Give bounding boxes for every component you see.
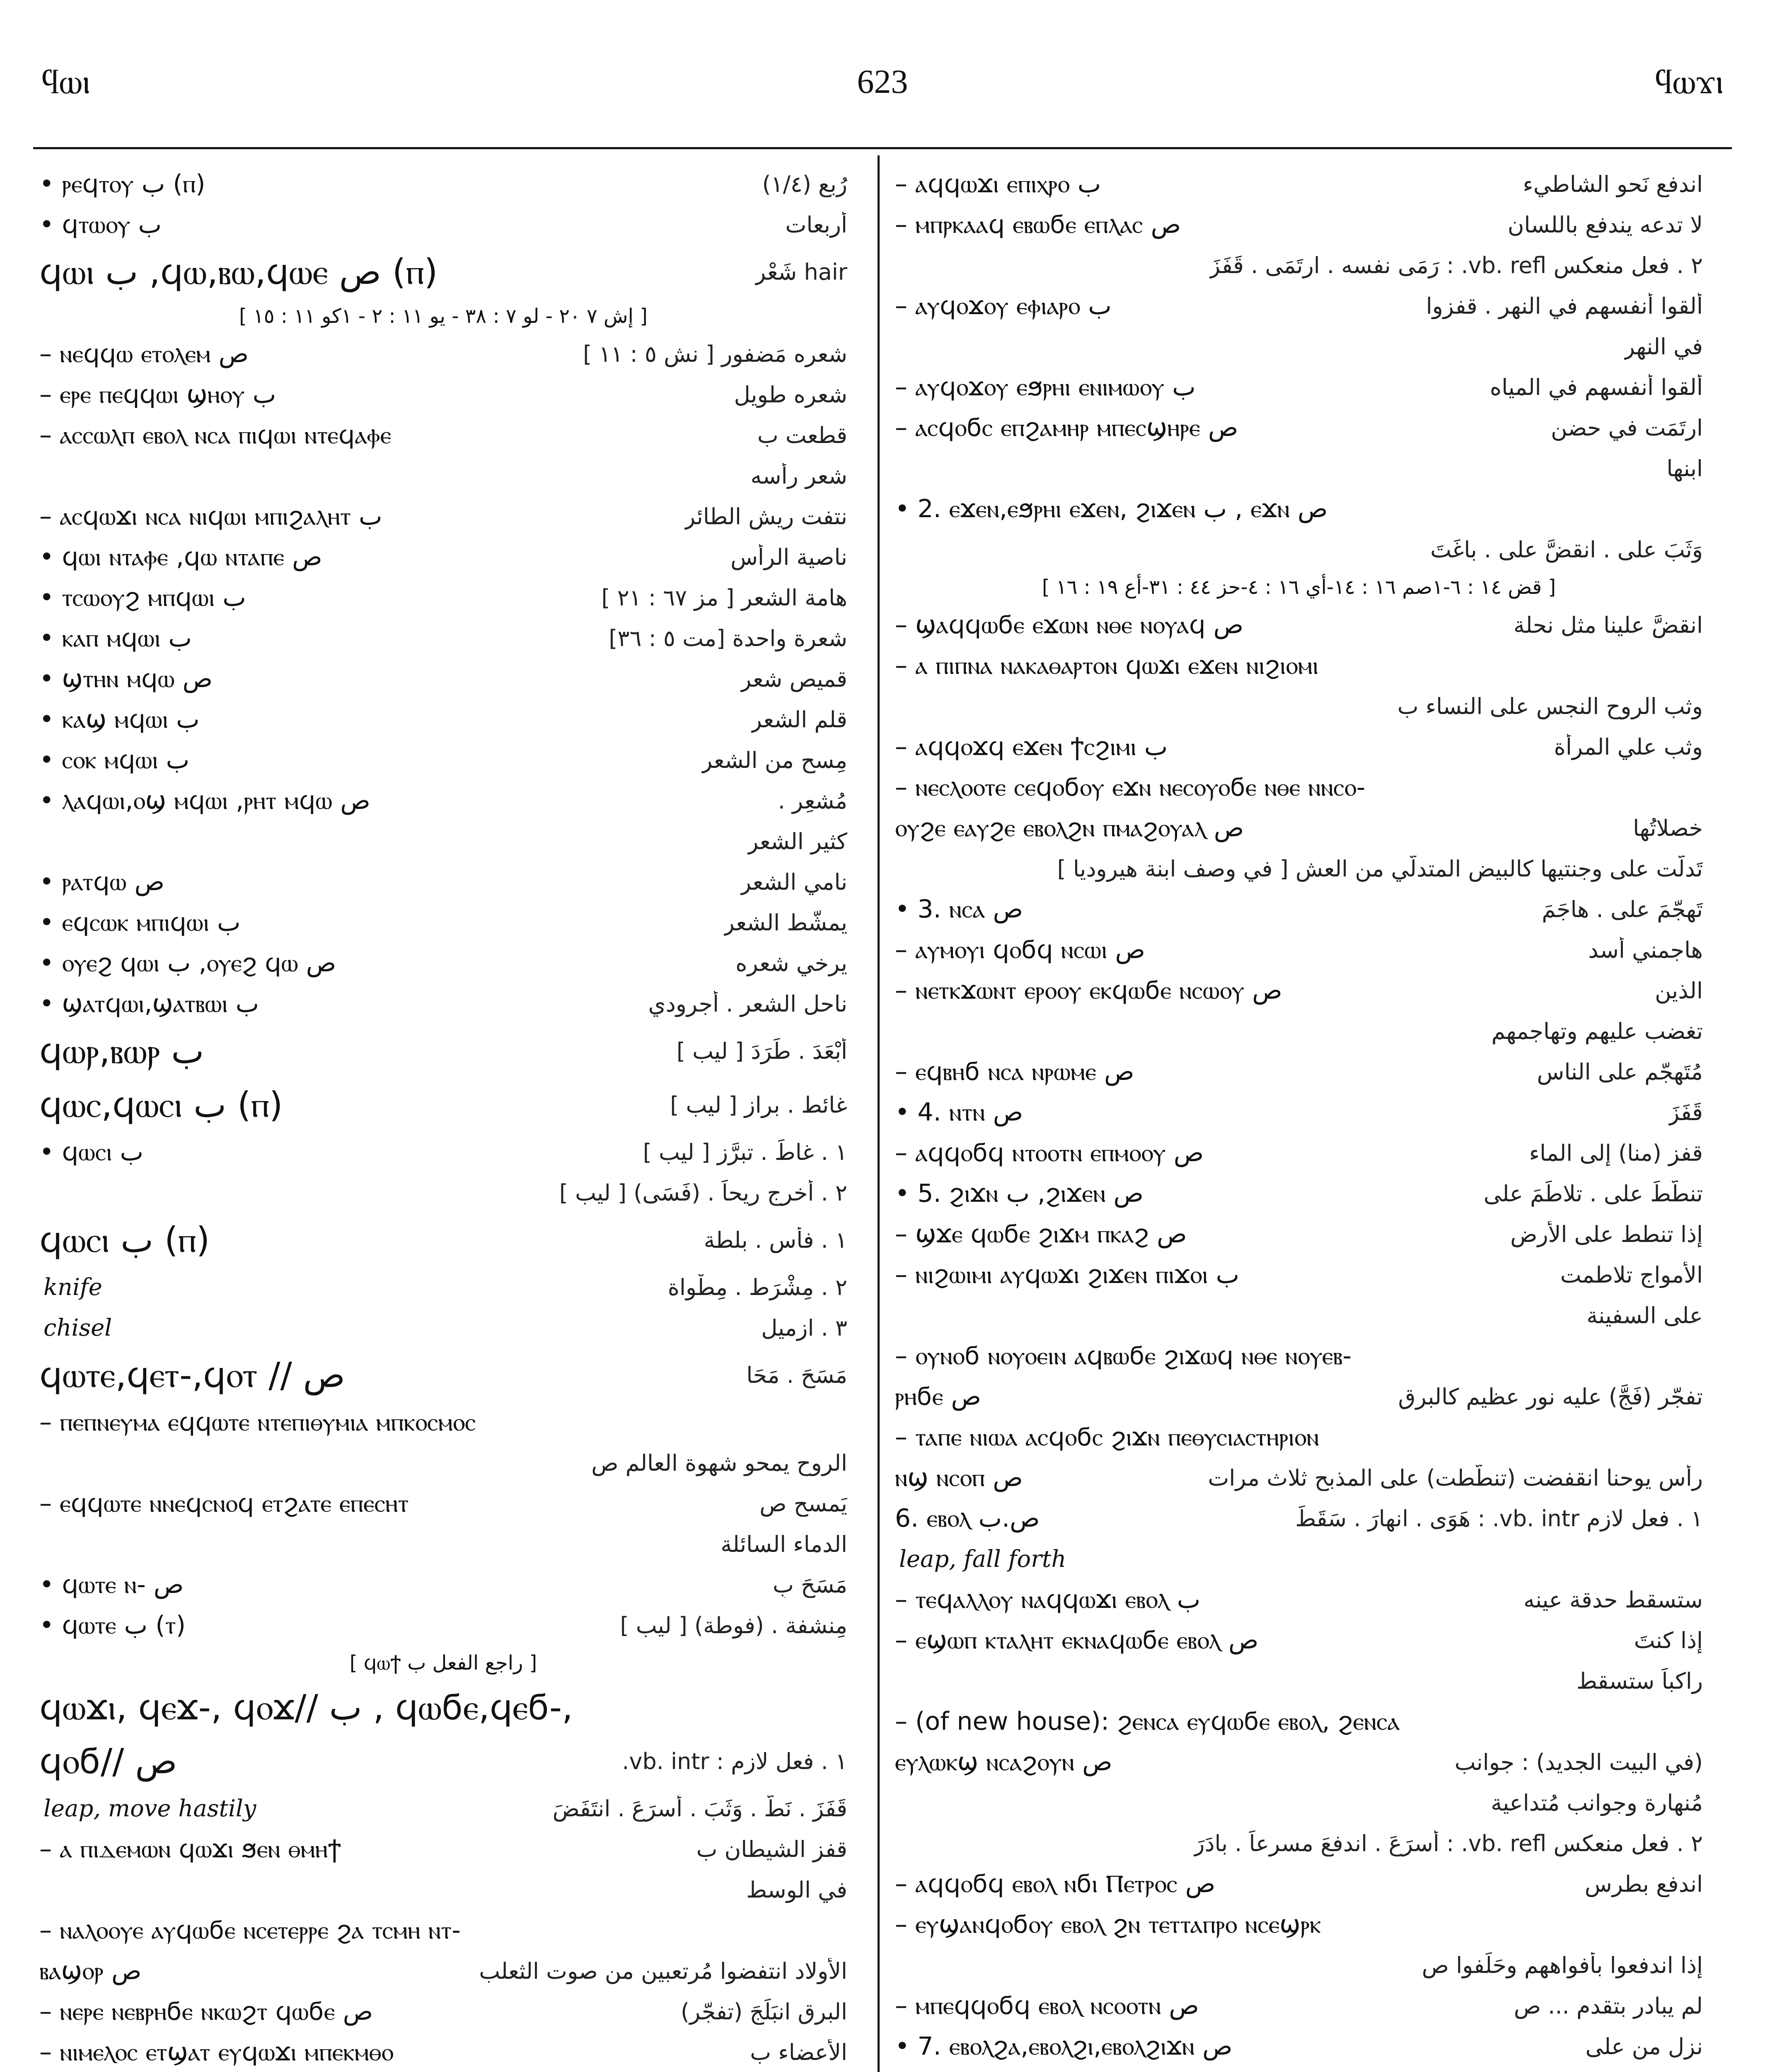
arabic-gloss: اندفع بطرس bbox=[1584, 1871, 1703, 1897]
arabic-gloss: اندفع نَحو الشاطيء bbox=[1523, 171, 1703, 197]
dictionary-entry bbox=[895, 1782, 1703, 1823]
arabic-gloss: قطعت ب bbox=[757, 422, 847, 448]
arabic-continuation: ٢ . فعل منعكس vb. refl. : رَمَى نفسه . ارتَمَى . قَفَزَ bbox=[1209, 252, 1703, 278]
dictionary-entry bbox=[895, 1701, 1703, 1742]
coptic-text: – ⲁϥϥⲟϭϥ ⲉⲃⲟⲗ ⲛϭⲓ Ⲡⲉⲧⲣⲟⲥ ص bbox=[895, 1869, 1216, 1898]
arabic-gloss: مُتَهجّم على الناس bbox=[1537, 1058, 1703, 1085]
dictionary-entry bbox=[39, 1734, 847, 1788]
arabic-gloss: مُشعِر . bbox=[778, 787, 847, 814]
coptic-text: – ⲡⲉⲡⲛⲉⲩⲙⲁ ⲉϥϥⲱⲧⲉ ⲛⲧⲉⲡⲓⲑⲩⲙⲓⲁ ⲙⲡⲕⲟⲥⲙⲟⲥ bbox=[39, 1408, 476, 1437]
dictionary-entry bbox=[895, 1864, 1703, 1904]
headword: ϥⲱⲣ,ⲃⲱⲣ ب bbox=[39, 1030, 204, 1071]
running-head-left: ϥⲱⲓ bbox=[41, 62, 91, 102]
dictionary-entry bbox=[39, 455, 847, 496]
dictionary-entry bbox=[895, 1904, 1703, 1945]
arabic-gloss: ناحل الشعر . أجرودي bbox=[648, 990, 847, 1017]
coptic-text: – ⲉϣⲱⲡ ⲕⲧⲁⲗⲏⲧ ⲉⲕⲛⲁϥⲱϭⲉ ⲉⲃⲟⲗ ص bbox=[895, 1626, 1259, 1655]
arabic-gloss: خصلاتُها bbox=[1633, 815, 1703, 841]
scripture-reference: [ إش ٧ ٢٠ - لو ٧ : ٣٨ - يو ١١ : ٢ - ١كو ١١ : ١٥ ] bbox=[239, 305, 648, 328]
dictionary-entry bbox=[895, 570, 1703, 605]
coptic-text: • ϥⲱⲓ ⲛⲧⲁⲫⲉ ,ϥⲱ ⲛⲧⲁⲡⲉ ص bbox=[39, 542, 322, 571]
arabic-gloss: شعره مَضفور [ نش ٥ : ١١ ] bbox=[583, 341, 847, 367]
arabic-gloss: تفجّر (فَجَّ) عليه نور عظيم كالبرق bbox=[1398, 1383, 1703, 1410]
dictionary-entry bbox=[895, 1498, 1703, 1539]
dictionary-entry bbox=[39, 1788, 847, 1829]
dictionary-entry bbox=[895, 2026, 1703, 2067]
arabic-gloss: قَفَزَ . نَطَّ . وَثَبَ . أسرَعَ . انتَفَضَ bbox=[552, 1795, 847, 1822]
arabic-gloss: ١ . فأس . بلطة bbox=[704, 1227, 847, 1253]
coptic-text: • 3. ⲛⲥⲁ ص bbox=[895, 895, 1023, 924]
headword: ϥⲱⲥⲓ ب (ⲡ) bbox=[39, 1219, 210, 1260]
dictionary-entry bbox=[39, 618, 847, 658]
coptic-text: – ⲛⲉϥϥⲱ ⲉⲧⲟⲗⲉⲙ ص bbox=[39, 339, 249, 368]
dictionary-entry bbox=[39, 204, 847, 245]
dictionary-entry bbox=[39, 1024, 847, 1078]
dictionary-entry bbox=[39, 862, 847, 902]
arabic-continuation: مُنهارة وجوانب مُتداعية bbox=[1491, 1789, 1703, 1816]
coptic-text: – ⲉⲩϣⲁⲛϥⲟϭⲟⲩ ⲉⲃⲟⲗ ϩⲛ ⲧⲉⲧⲧⲁⲡⲣⲟ ⲛⲥⲉϣⲣⲕ bbox=[895, 1910, 1321, 1939]
dictionary-entry bbox=[39, 1829, 847, 1869]
arabic-gloss: الذين bbox=[1655, 977, 1703, 1004]
arabic-gloss: تنطَّطَ على . تلاطَمَ على bbox=[1483, 1180, 1703, 1207]
arabic-gloss: قلم الشعر bbox=[751, 706, 847, 733]
running-head-right: ϥⲱϫⲓ bbox=[1655, 62, 1724, 102]
arabic-gloss: أبْعَدَ . طَرَدَ [ ليب ] bbox=[676, 1038, 847, 1064]
coptic-text: • ϥⲱⲧⲉ ⲛ- ص bbox=[39, 1570, 184, 1599]
dictionary-entry bbox=[895, 726, 1703, 767]
arabic-gloss: ستسقط حدقة عينه bbox=[1523, 1586, 1703, 1613]
arabic-gloss: انقضَّ علينا مثل نحلة bbox=[1514, 612, 1703, 638]
coptic-text: – ⲁ ⲡⲓⲡⲛⲁ ⲛⲁⲕⲁⲑⲁⲣⲧⲟⲛ ϥⲱϫⲓ ⲉϫⲉⲛ ⲛⲓϩⲓⲟⲙⲓ bbox=[895, 651, 1319, 680]
dictionary-entry bbox=[39, 1869, 847, 1910]
arabic-gloss: قفز (منا) إلى الماء bbox=[1529, 1140, 1703, 1166]
dictionary-entry bbox=[895, 1214, 1703, 1254]
coptic-text: – ⲁ ⲡⲓⲇⲉⲙⲱⲛ ϥⲱϫⲓ ϧⲉⲛ ⲑⲙⲏϯ bbox=[39, 1835, 341, 1864]
coptic-text: ⲛϣ ⲛⲥⲟⲡ ص bbox=[895, 1463, 1023, 1492]
coptic-text: • ϣⲁⲧϥⲱⲓ,ϣⲁⲧⲃⲱⲓ ب bbox=[39, 989, 259, 1018]
english-gloss: leap, fall forth bbox=[899, 1545, 1066, 1573]
headword: ϥⲱϫⲓ, ϥⲉϫ-, ϥⲟϫ// ب , ϥⲱϭⲉ,ϥⲉϭ-, bbox=[39, 1687, 573, 1728]
coptic-text: – ⲁⲥϥⲟϭⲥ ⲉⲡϩⲁⲙⲏⲣ ⲙⲡⲉⲥϣⲏⲣⲉ ص bbox=[895, 413, 1238, 442]
dictionary-entry bbox=[895, 1336, 1703, 1376]
coptic-text: • ϥⲱⲧⲉ ب (ⲧ) bbox=[39, 1611, 186, 1640]
arabic-gloss: إذا كنتَ bbox=[1634, 1627, 1703, 1653]
dictionary-entry bbox=[39, 1213, 847, 1267]
coptic-text: • ⲗⲁϥⲱⲓ,ⲟϣ ⲙϥⲱⲓ ,ⲣⲏⲧ ⲙϥⲱ ص bbox=[39, 786, 370, 815]
coptic-text: • ϥⲱⲥⲓ ب bbox=[39, 1138, 143, 1167]
dictionary-entry bbox=[39, 164, 847, 204]
dictionary-entry bbox=[39, 334, 847, 374]
dictionary-entry bbox=[895, 367, 1703, 407]
arabic-continuation: تغضب عليهم وتهاجمهم bbox=[1491, 1018, 1703, 1044]
headword: ϥⲟϭ// ص bbox=[39, 1740, 177, 1782]
dictionary-entry bbox=[895, 686, 1703, 726]
arabic-gloss: ٢ . مِشْرَط . مِطْواة bbox=[667, 1274, 847, 1300]
dictionary-entry bbox=[895, 1417, 1703, 1457]
dictionary-entry bbox=[39, 1524, 847, 1564]
dictionary-entry bbox=[39, 496, 847, 537]
dictionary-entry bbox=[895, 1051, 1703, 1092]
dictionary-entry bbox=[39, 780, 847, 821]
coptic-text: – ⲁⲩϥⲟϫⲟⲩ ⲉϧⲣⲏⲓ ⲉⲛⲓⲙⲱⲟⲩ ب bbox=[895, 373, 1196, 402]
column-divider bbox=[878, 155, 880, 2072]
dictionary-entry bbox=[895, 1173, 1703, 1214]
dictionary-entry bbox=[895, 929, 1703, 970]
coptic-text: • ϣⲧⲏⲛ ⲙϥⲱ ص bbox=[39, 664, 213, 693]
dictionary-entry bbox=[39, 245, 847, 299]
dictionary-entry bbox=[895, 1092, 1703, 1133]
arabic-gloss: يمشّط الشعر bbox=[723, 909, 847, 936]
dictionary-entry bbox=[895, 1539, 1703, 1579]
coptic-text: • ⲕⲁⲡ ⲙϥⲱⲓ ب bbox=[39, 624, 192, 653]
dictionary-entry bbox=[39, 740, 847, 780]
coptic-text: – ⲁⲩϥⲟϫⲟⲩ ⲉⲫⲓⲁⲣⲟ ب bbox=[895, 291, 1112, 320]
header-rule bbox=[33, 147, 1732, 149]
dictionary-entry bbox=[895, 605, 1703, 645]
dictionary-entry bbox=[895, 286, 1703, 326]
dictionary-entry bbox=[39, 1951, 847, 1991]
dictionary-entry bbox=[39, 1307, 847, 1348]
arabic-gloss: ارتَمَت في حضن bbox=[1551, 414, 1703, 441]
arabic-gloss: مِسح من الشعر bbox=[701, 747, 847, 773]
coptic-text: • ϥⲧⲱⲟⲩ ب bbox=[39, 210, 162, 239]
dictionary-entry bbox=[39, 1910, 847, 1951]
arabic-gloss: الأمواج تلاطمت bbox=[1560, 1261, 1703, 1288]
dictionary-entry bbox=[895, 1945, 1703, 1985]
headword: ϥⲱⲧⲉ,ϥⲉⲧ-,ϥⲟⲧ // ص bbox=[39, 1354, 346, 1395]
coptic-text: – ⲁϥϥⲱϫⲓ ⲉⲡⲓⲭⲣⲟ ب bbox=[895, 169, 1101, 198]
dictionary-entry bbox=[39, 1680, 847, 1734]
dictionary-entry bbox=[39, 1172, 847, 1213]
dictionary-entry bbox=[39, 699, 847, 740]
arabic-gloss: هاجمني أسد bbox=[1588, 937, 1703, 963]
arabic-gloss: شعرة واحدة [مت ٥ : ٣٦] bbox=[609, 625, 847, 651]
dictionary-entry bbox=[39, 1348, 847, 1402]
coptic-text: • 5. ϩⲓϫⲛ ب ,ϩⲓϫⲉⲛ ص bbox=[895, 1179, 1144, 1208]
dictionary-entry bbox=[39, 1483, 847, 1524]
coptic-text: – ⲁϥϥⲟϫϥ ⲉϫⲉⲛ ϯⲥϩⲓⲙⲓ ب bbox=[895, 732, 1168, 761]
right-column bbox=[895, 164, 1703, 2072]
dictionary-entry bbox=[895, 1661, 1703, 1701]
arabic-gloss: ٣ . ازميل bbox=[761, 1314, 847, 1341]
dictionary-entry bbox=[39, 1267, 847, 1307]
coptic-text: – (of new house): ϩⲉⲛⲥⲁ ⲉⲩϥⲱϭⲉ ⲉⲃⲟⲗ, ϩⲉⲛⲥⲁ bbox=[895, 1707, 1400, 1736]
dictionary-entry bbox=[39, 537, 847, 577]
arabic-gloss: ألقوا أنفسهم في المياه bbox=[1489, 374, 1703, 400]
coptic-text: • 2. ⲉϫⲉⲛ,ⲉϧⲣⲏⲓ ⲉϫⲉⲛ, ϩⲓϫⲉⲛ ب , ⲉϫⲛ ص bbox=[895, 494, 1328, 523]
dictionary-entry bbox=[895, 326, 1703, 367]
dictionary-entry bbox=[895, 245, 1703, 286]
coptic-text: – ⲛⲁⲗⲟⲟⲩⲉ ⲁⲩϥⲱϭⲉ ⲛⲥⲉⲧⲉⲣⲣⲉ ϩⲁ ⲧⲥⲙⲏ ⲛⲧ- bbox=[39, 1916, 461, 1945]
arabic-gloss: قميص شعر bbox=[740, 666, 847, 692]
coptic-text: ⲟⲩϩⲉ ⲉⲁⲩϩⲉ ⲉⲃⲟⲗϩⲛ ⲡⲙⲁϩⲟⲩⲁⲗ ص bbox=[895, 813, 1244, 842]
arabic-gloss: لا تدعه يندفع باللسان bbox=[1507, 211, 1703, 238]
page-number: 623 bbox=[857, 63, 908, 100]
left-column bbox=[39, 164, 847, 2072]
coptic-text: • 4. ⲛⲧⲛ ص bbox=[895, 1098, 1023, 1127]
arabic-continuation: الروح يمحو شهوة العالم ص bbox=[591, 1450, 847, 1476]
coptic-text: – ⲛⲓϩⲱⲓⲙⲓ ⲁⲩϥⲱϫⲓ ϩⲓϫⲉⲛ ⲡⲓϫⲟⲓ ب bbox=[895, 1260, 1240, 1289]
arabic-gloss: لم يبادر بتقدم ... ص bbox=[1514, 1992, 1703, 2019]
arabic-gloss: قفز الشيطان ب bbox=[696, 1836, 847, 1862]
arabic-gloss: البرق انبَلَجَ (تفجّر) bbox=[681, 1998, 847, 2025]
arabic-gloss: مِنشفة . (فوطة) [ ليب ] bbox=[620, 1612, 847, 1639]
coptic-text: – ⲧⲁⲡⲉ ⲛⲓⲱⲁ ⲁⲥϥⲟϭⲥ ϩⲓϫⲛ ⲡⲉⲑⲩⲥⲓⲁⲥⲧⲏⲣⲓⲟⲛ bbox=[895, 1423, 1319, 1452]
arabic-gloss: ناصية الرأس bbox=[730, 544, 847, 570]
coptic-text: – ⲧⲉϥⲁⲗⲗⲟⲩ ⲛⲁϥϥⲱϫⲓ ⲉⲃⲟⲗ ب bbox=[895, 1585, 1201, 1614]
coptic-text: ⲉⲩⲗⲱⲕϣ ⲛⲥⲁϩⲟⲩⲛ ص bbox=[895, 1748, 1112, 1777]
coptic-text: • ⲥⲟⲕ ⲙϥⲱⲓ ب bbox=[39, 746, 190, 775]
english-gloss: chisel bbox=[44, 1314, 112, 1341]
arabic-gloss: نتفت ريش الطائر bbox=[684, 503, 847, 530]
coptic-text: • 7. ⲉⲃⲟⲗϩⲁ,ⲉⲃⲟⲗϩⲓ,ⲉⲃⲟⲗϩⲓϫⲛ ص bbox=[895, 2032, 1233, 2061]
dictionary-entry bbox=[895, 889, 1703, 929]
coptic-text: • ⲟⲩⲉϩ ϥⲱⲓ ب ,ⲟⲩⲉϩ ϥⲱ ص bbox=[39, 949, 336, 978]
dictionary-entry bbox=[39, 1132, 847, 1172]
coptic-text: – ⲟⲩⲛⲟϭ ⲛⲟⲩⲟⲉⲓⲛ ⲁϥⲃⲱϭⲉ ϩⲓϫⲱϥ ⲛⲑⲉ ⲛⲟⲩⲉⲃ- bbox=[895, 1341, 1352, 1370]
dictionary-entry bbox=[895, 1742, 1703, 1782]
coptic-text: – ⲛⲉⲣⲉ ⲛⲉⲃⲣⲏϭⲉ ⲛⲕⲱϩⲧ ϥⲱϭⲉ ص bbox=[39, 1997, 373, 2026]
scripture-reference: [ قض ١٤ : ٦-١صم ١٦ : ١٤-أي ١٦ : ٤-حز ٤٤ : ٣١-أع ١٩ : ١٦ ] bbox=[1042, 576, 1556, 599]
dictionary-entry bbox=[895, 489, 1703, 529]
scripture-reference: [ راجع الفعل ب ϥⲱϯ ] bbox=[349, 1651, 537, 1675]
coptic-text: ⲃⲁϣⲟⲣ ص bbox=[39, 1956, 142, 1985]
dictionary-entry bbox=[895, 1579, 1703, 1620]
dictionary-entry bbox=[895, 164, 1703, 204]
dictionary-entry bbox=[895, 1376, 1703, 1417]
coptic-text: • ⲣⲁⲧϥⲱ ص bbox=[39, 867, 164, 896]
arabic-continuation: الدماء السائلة bbox=[721, 1531, 847, 1557]
dictionary-entry bbox=[895, 645, 1703, 686]
coptic-text: • ⲉϥⲥⲱⲕ ⲙⲡⲓϥⲱⲓ ب bbox=[39, 908, 241, 937]
coptic-text: – ⲁⲥϥⲱϫⲓ ⲛⲥⲁ ⲛⲓϥⲱⲓ ⲙⲡⲓϩⲁⲗⲏⲧ ب bbox=[39, 502, 382, 531]
coptic-text: 6. ⲉⲃⲟⲗ ص.ب bbox=[895, 1504, 1040, 1533]
dictionary-entry bbox=[39, 821, 847, 862]
coptic-text: – ⲉϥϥⲱⲧⲉ ⲛⲛⲉϥⲥⲛⲟϥ ⲉⲧϩⲁⲧⲉ ⲉⲡⲉⲥⲏⲧ bbox=[39, 1489, 409, 1518]
arabic-continuation: على السفينة bbox=[1586, 1302, 1703, 1329]
arabic-gloss: قَفَزَ bbox=[1668, 1099, 1703, 1126]
english-gloss: leap, move hastily bbox=[44, 1795, 256, 1822]
dictionary-entry bbox=[895, 407, 1703, 448]
coptic-text: – ⲛⲉⲧⲕϫⲱⲛⲧ ⲉⲣⲟⲟⲩ ⲉⲕϥⲱϭⲉ ⲛⲥⲱⲟⲩ ص bbox=[895, 976, 1282, 1005]
dictionary-entry bbox=[39, 415, 847, 455]
arabic-gloss: مَسَحَ بِ bbox=[773, 1571, 847, 1598]
arabic-gloss: وثب علي المرأة bbox=[1554, 733, 1703, 760]
arabic-continuation: راكباً ستسقط bbox=[1576, 1668, 1703, 1694]
dictionary-entry bbox=[895, 1295, 1703, 1336]
dictionary-entry bbox=[895, 448, 1703, 489]
coptic-text: • ⲣⲉϥⲧⲟⲩ ب (ⲡ) bbox=[39, 169, 206, 198]
arabic-gloss: شعره طويل bbox=[734, 381, 847, 408]
dictionary-entry bbox=[895, 1011, 1703, 1051]
arabic-continuation: ابنها bbox=[1666, 455, 1703, 482]
dictionary-entry bbox=[39, 983, 847, 1024]
arabic-gloss: غائط . براز [ ليب ] bbox=[670, 1092, 847, 1118]
coptic-text: – ⲁⲩⲙⲟⲩⲓ ϥⲟϭϥ ⲛⲥⲱⲓ ص bbox=[895, 935, 1146, 964]
coptic-text: ⲣⲏϭⲉ ص bbox=[895, 1382, 982, 1411]
arabic-gloss: تَهجّمَ على . هاجَمَ bbox=[1542, 896, 1703, 922]
arabic-gloss: يرخي شعره bbox=[735, 950, 847, 976]
arabic-gloss: مَسَحَ . مَحَا bbox=[746, 1362, 847, 1388]
dictionary-entry bbox=[39, 943, 847, 983]
dictionary-entry bbox=[895, 529, 1703, 570]
arabic-continuation: كثير الشعر bbox=[747, 828, 847, 854]
coptic-text: – ⲉϥⲃⲏϭ ⲛⲥⲁ ⲛⲣⲱⲙⲉ ص bbox=[895, 1057, 1134, 1086]
dictionary-entry bbox=[895, 1133, 1703, 1173]
dictionary-entry bbox=[895, 1985, 1703, 2026]
arabic-gloss: هامة الشعر [ مز ٦٧ : ٢١ ] bbox=[601, 584, 847, 611]
dictionary-entry bbox=[895, 848, 1703, 889]
headword: ϥⲱⲓ ب ,ϥⲱ,ⲃⲱ,ϥⲱⲉ ص (ⲡ) bbox=[39, 251, 438, 292]
dictionary-entry bbox=[39, 1605, 847, 1646]
coptic-text: – ⲁⲥⲥⲱⲗⲡ ⲉⲃⲟⲗ ⲛⲥⲁ ⲡⲓϥⲱⲓ ⲛⲧⲉϥⲁⲫⲉ bbox=[39, 421, 392, 450]
arabic-gloss: hair شَعْر bbox=[755, 259, 847, 285]
arabic-gloss: ١ . غاطَ . تبرَّز [ ليب ] bbox=[643, 1139, 847, 1165]
dictionary-entry bbox=[895, 2067, 1703, 2072]
english-gloss: knife bbox=[44, 1273, 102, 1301]
dictionary-entry bbox=[39, 658, 847, 699]
coptic-text: – ⲁϥϥⲟϭϥ ⲛⲧⲟⲟⲧⲛ ⲉⲡⲙⲟⲟⲩ ص bbox=[895, 1138, 1204, 1167]
arabic-continuation: وَثَبَ على . انقضَّ على . باغَتَ bbox=[1430, 536, 1703, 563]
arabic-gloss: الأولاد انتفضوا مُرتعبين من صوت الثعلب bbox=[479, 1958, 847, 1984]
dictionary-entry bbox=[39, 1991, 847, 2032]
arabic-gloss: (في البيت الجديد) : جوانب bbox=[1454, 1749, 1703, 1775]
coptic-text: • ⲕⲁϣ ⲙϥⲱⲓ ب bbox=[39, 705, 200, 734]
dictionary-entry bbox=[39, 1564, 847, 1605]
dictionary-entry bbox=[895, 1620, 1703, 1661]
arabic-gloss: نامي الشعر bbox=[740, 869, 847, 895]
dictionary-entry bbox=[39, 577, 847, 618]
dictionary-entry bbox=[895, 204, 1703, 245]
dictionary-entry bbox=[39, 299, 847, 334]
arabic-continuation: في الوسط bbox=[746, 1876, 847, 1903]
coptic-text: – ⲛⲓⲙⲉⲗⲟⲥ ⲉⲧϣⲁⲧ ⲉⲩϥⲱϫⲓ ⲙⲡⲉⲕⲙⲑⲟ bbox=[39, 2038, 394, 2067]
arabic-gloss: ١ . فعل لازم : vb. intr. bbox=[622, 1748, 847, 1774]
coptic-text: – ϣϫⲉ ϥⲱϭⲉ ϩⲓϫⲙ ⲡⲕⲁϩ ص bbox=[895, 1220, 1187, 1249]
arabic-continuation: تَدلّت على وجنتيها كالبيض المتدلّي من العش [ في وصف ابنة هيروديا ] bbox=[1057, 855, 1703, 882]
coptic-text: – ⲉⲣⲉ ⲡⲉϥϥⲱⲓ ϣⲏⲟⲩ ب bbox=[39, 380, 276, 409]
dictionary-entry bbox=[895, 1254, 1703, 1295]
dictionary-entry bbox=[895, 767, 1703, 808]
arabic-gloss: الأعضاء ب bbox=[750, 2039, 847, 2065]
dictionary-entry bbox=[39, 1646, 847, 1680]
arabic-gloss: نزل من على bbox=[1585, 2033, 1703, 2060]
dictionary-entry bbox=[39, 1402, 847, 1443]
arabic-continuation: إذا اندفعوا بأفواههم وحَلَفوا ص bbox=[1422, 1952, 1703, 1978]
coptic-text: – ⲛⲉⲥⲗⲟⲟⲧⲉ ⲥⲉϥⲟϭⲟⲩ ⲉϫⲛ ⲛⲉⲥⲟⲩⲟϭⲉ ⲛⲑⲉ ⲛⲛⲥⲟ- bbox=[895, 773, 1366, 802]
arabic-continuation: وثب الروح النجس على النساء ب bbox=[1397, 693, 1703, 719]
dictionary-entry bbox=[39, 1078, 847, 1132]
dictionary-entry bbox=[895, 1823, 1703, 1864]
dictionary-entry bbox=[39, 902, 847, 943]
arabic-gloss: ١ . فعل لازم vb. intr. : هَوَى . انهارَ . سَقَطَ bbox=[1295, 1505, 1703, 1532]
arabic-gloss: إذا تنطط على الأرض bbox=[1510, 1221, 1703, 1247]
arabic-continuation: ٢ . فعل منعكس vb. refl. : أسرَعَ . اندفعَ مسرعاً . بادَرَ bbox=[1194, 1830, 1703, 1857]
dictionary-entry bbox=[39, 374, 847, 415]
arabic-continuation: في النهر bbox=[1624, 333, 1703, 360]
dictionary-entry bbox=[895, 970, 1703, 1011]
dictionary-entry bbox=[39, 2032, 847, 2072]
arabic-gloss: رُبع (١/٤) bbox=[762, 171, 847, 197]
coptic-text: – ⲙⲡⲉϥϥⲟϭϥ ⲉⲃⲟⲗ ⲛⲥⲟⲟⲧⲛ ص bbox=[895, 1991, 1199, 2020]
dictionary-entry bbox=[39, 1443, 847, 1483]
arabic-gloss: رأس يوحنا انقفضت (تنطّطت) على المذبح ثلاث مرات bbox=[1208, 1464, 1703, 1491]
arabic-gloss: ألقوا أنفسهم في النهر . قفزوا bbox=[1426, 293, 1703, 319]
arabic-continuation: ٢ . أخرج ريحاً . (فَسَى) [ ليب ] bbox=[559, 1179, 847, 1206]
coptic-text: – ϣⲁϥϥⲱϭⲉ ⲉϫⲱⲛ ⲛⲑⲉ ⲛⲟⲩⲁϥ ص bbox=[895, 610, 1244, 639]
coptic-text: – ⲙⲡⲣⲕⲁⲁϥ ⲉⲃⲱϭⲉ ⲉⲡⲗⲁⲥ ص bbox=[895, 210, 1181, 239]
dictionary-entry bbox=[895, 1457, 1703, 1498]
arabic-gloss: يَمسح ص bbox=[759, 1490, 847, 1517]
coptic-text: • ⲧⲥⲱⲟⲩϩ ⲙⲡϥⲱⲓ ب bbox=[39, 583, 246, 612]
arabic-continuation: شعر رأسه bbox=[750, 462, 847, 489]
dictionary-entry bbox=[895, 808, 1703, 848]
arabic-gloss: أربعات bbox=[785, 211, 847, 238]
headword: ϥⲱⲥ,ϥⲱⲥⲓ ب (ⲡ) bbox=[39, 1084, 283, 1125]
